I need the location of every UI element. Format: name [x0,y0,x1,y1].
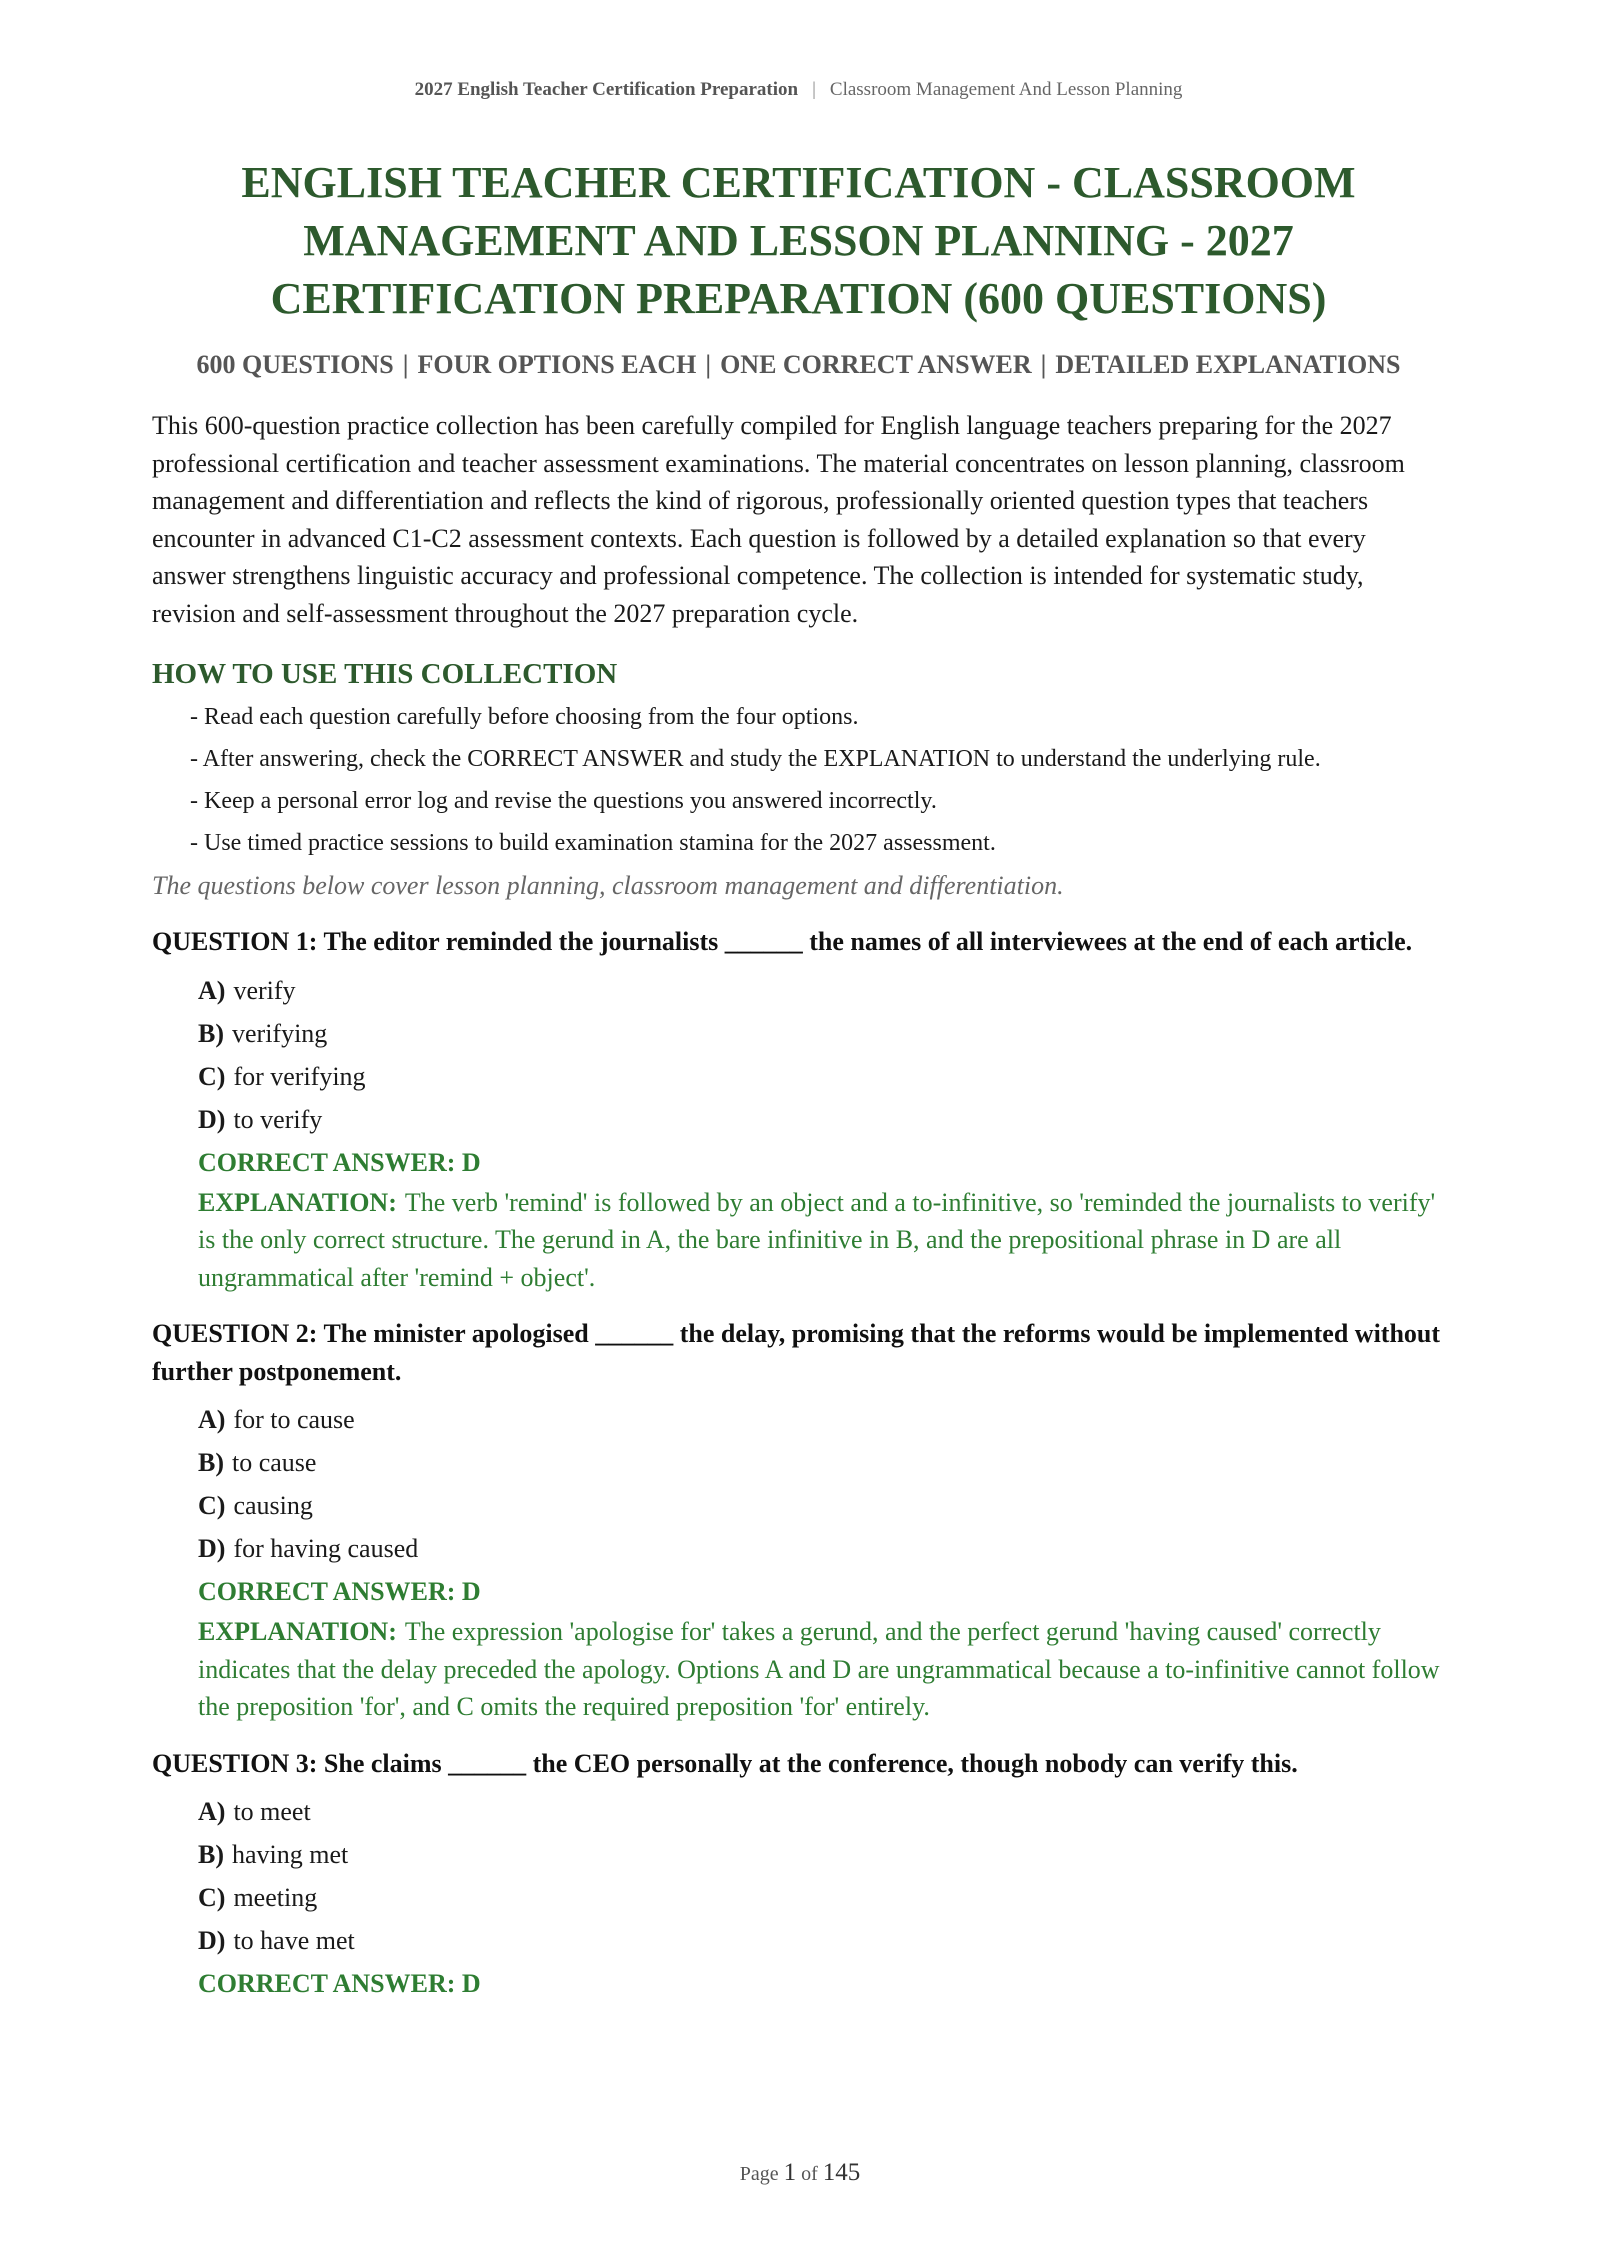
how-to-item: - Read each question carefully before choosing from the four options. [190,704,859,730]
correct-answer: CORRECT ANSWER: D [198,1969,481,1998]
option-c [198,1055,1445,1098]
option-text: for to cause [233,1405,355,1434]
option-letter: D) [198,1104,226,1134]
option-d [198,1098,1445,1141]
option-letter: A) [198,1405,226,1434]
current-page-number: 1 [783,2159,797,2186]
option-b [198,1833,1445,1876]
subtitle-item: 600 QUESTIONS [196,350,394,379]
option-text: to verify [233,1104,323,1134]
option-letter: D) [198,1534,226,1563]
option-text: for verifying [233,1061,366,1091]
document-subtitle [152,348,1445,382]
option-c [198,1876,1445,1919]
of-word: of [801,2163,818,2185]
option-letter: C) [198,1061,226,1091]
question-stem: QUESTION 2: The minister apologised ______ the delay, promising that the reforms would be implemented without further postponement. [152,1319,1441,1386]
subtitle-item: ONE CORRECT ANSWER [720,350,1032,379]
option-text: verifying [232,1018,328,1048]
question-3 [152,1745,1445,2006]
option-list [198,969,1445,1141]
running-head-separator: | [812,79,816,100]
question-2 [152,1315,1445,1726]
total-page-count: 145 [822,2159,861,2186]
subtitle-separator: | [705,350,712,379]
document-title: ENGLISH TEACHER CERTIFICATION - CLASSROOM MANAGEMENT AND LESSON PLANNING - 2027 CERTIFICATION PREPARATION (600 QUESTIONS) [241,158,1356,323]
how-to-item: - Keep a personal error log and revise the questions you answered incorrectly. [190,788,937,814]
option-letter: A) [198,1797,226,1826]
how-to-list [190,700,1445,861]
subtitle-item: FOUR OPTIONS EACH [417,350,697,379]
option-letter: C) [198,1883,226,1912]
option-text: having met [232,1840,349,1869]
question-1 [152,923,1445,1296]
option-list [198,1398,1445,1570]
explanation-label: EXPLANATION: [198,1187,397,1217]
how-to-heading: HOW TO USE THIS COLLECTION [152,658,618,690]
option-a [198,1398,1445,1441]
option-letter: D) [198,1926,226,1955]
option-b [198,1012,1445,1055]
option-letter: B) [198,1840,224,1869]
question-stem: QUESTION 1: The editor reminded the journalists ______ the names of all interviewees at the end of each article. [152,927,1413,956]
option-d [198,1919,1445,1962]
option-c [198,1484,1445,1527]
option-list [198,1790,1445,1962]
option-letter: A) [198,975,226,1005]
scope-note: The questions below cover lesson planning, classroom management and differentiation. [152,871,1064,900]
page-footer [0,2158,1600,2189]
option-text: causing [233,1491,313,1520]
intro-paragraph: This 600-question practice collection has been carefully compiled for English language teachers preparing for the 2027 professional certification and teacher assessment examinations. The material concentrates on lesson planning, classroom management and differentiation and reflects the kind of rigorous, professionally oriented question types that teachers encounter in advanced C1-C2 assessment contexts. Each question is followed by a detailed explanation so that every answer strengthens linguistic accuracy and professional competence. The collection is intended for systematic study, revision and self-assessment throughout the 2027 preparation cycle. [152,411,1405,628]
option-a [198,969,1445,1012]
option-b [198,1441,1445,1484]
how-to-item: - Use timed practice sessions to build examination stamina for the 2027 assessment. [190,830,996,856]
question-stem: QUESTION 3: She claims ______ the CEO personally at the conference, though nobody can verify this. [152,1748,1298,1778]
running-head [152,76,1445,104]
correct-answer: CORRECT ANSWER: D [198,1147,481,1177]
subtitle-separator: | [1040,350,1047,379]
option-letter: C) [198,1491,226,1520]
explanation [198,1613,1445,1726]
explanation-text: The expression 'apologise for' takes a gerund, and the perfect gerund 'having caused' correctly indicates that the delay preceded the apology. Options A and D are ungrammatical because a to-infinitive cannot follow the preposition 'for', and C omits the required preposition 'for' entirely. [198,1617,1440,1721]
option-text: to cause [232,1448,317,1477]
option-text: meeting [233,1883,318,1912]
running-head-left: 2027 English Teacher Certification Preparation [414,79,799,100]
how-to-item: - After answering, check the CORRECT ANSWER and study the EXPLANATION to understand the underlying rule. [190,746,1321,772]
subtitle-separator: | [402,350,409,379]
running-head-right: Classroom Management And Lesson Planning [829,79,1183,100]
explanation-text: The verb 'remind' is followed by an object and a to-infinitive, so 'reminded the journalists to verify' is the only correct structure. The gerund in A, the bare infinitive in B, and the prepositional phrase in D are all ungrammatical after 'remind + object'. [198,1187,1436,1292]
option-letter: B) [198,1018,224,1048]
explanation [198,1184,1445,1297]
option-text: verify [233,975,296,1005]
option-text: to have met [233,1926,355,1955]
option-letter: B) [198,1448,224,1477]
option-a [198,1790,1445,1833]
subtitle-item: DETAILED EXPLANATIONS [1055,350,1401,379]
option-text: to meet [233,1797,311,1826]
option-text: for having caused [233,1534,419,1563]
option-d [198,1527,1445,1570]
page-word: Page [739,2163,779,2185]
explanation-label: EXPLANATION: [198,1617,397,1646]
correct-answer: CORRECT ANSWER: D [198,1577,481,1606]
